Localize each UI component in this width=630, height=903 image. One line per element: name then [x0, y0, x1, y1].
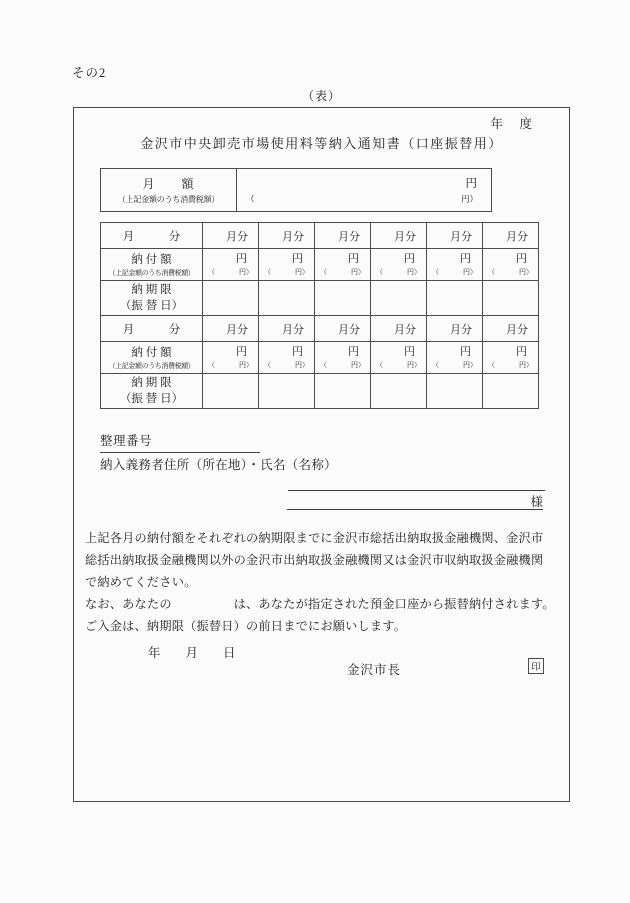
paren-close-unit: 円）	[239, 361, 253, 369]
monthly-amount-table	[100, 168, 492, 212]
deadline-cell	[371, 281, 427, 316]
deadline-cell	[203, 281, 259, 316]
paren-open: （	[432, 361, 439, 369]
transfer-date-label: （振 替 日）	[119, 393, 184, 405]
tax-row	[371, 359, 426, 370]
paren-close-unit: 円）	[239, 268, 253, 276]
payment-cell	[483, 342, 539, 374]
notes-paragraph	[85, 527, 563, 637]
schedule-block-1	[101, 223, 539, 316]
notes-line: ご入金は、納期限（振替日）の前日までにお願いします。	[85, 619, 407, 633]
payment-cell	[371, 342, 427, 374]
paren-open: （	[320, 361, 327, 369]
paren-close-unit: 円）	[407, 361, 421, 369]
reference-number-row	[100, 431, 260, 453]
deadline-row-label-cell	[101, 281, 203, 316]
monthly-tax-row	[237, 191, 491, 205]
paren-open: （	[488, 268, 495, 276]
deadline-cell	[483, 281, 539, 316]
paren-open: （	[320, 268, 327, 276]
payment-cell	[259, 249, 315, 281]
month-cell: 月分	[203, 316, 259, 342]
payment-row-label-cell	[101, 342, 203, 374]
deadline-cell	[315, 374, 371, 409]
yen-unit: 円	[460, 253, 471, 265]
month-cell: 月分	[315, 223, 371, 249]
payment-label: 納 付 額	[131, 254, 172, 266]
payment-cell	[427, 249, 483, 281]
tax-row	[315, 266, 370, 277]
paren-close-unit: 円）	[351, 268, 365, 276]
payment-cell	[371, 249, 427, 281]
mayor-label: 金沢市長	[347, 663, 402, 677]
notes-line: で納めてください。	[85, 575, 197, 589]
month-header-row	[101, 223, 539, 249]
payment-label: 納 付 額	[131, 347, 172, 359]
month-cell: 月分	[259, 223, 315, 249]
issue-date-line: 年 月 日	[148, 646, 236, 660]
paren-open: （	[264, 361, 271, 369]
payment-sublabel: （上記金額のうち消費税額）	[108, 362, 195, 370]
yen-unit: 円	[348, 346, 359, 358]
notes-line: 上記各月の納付額をそれぞれの納期限までに金沢市総括出納取扱金融機関、金沢市	[85, 531, 544, 545]
deadline-cell	[203, 374, 259, 409]
payment-cell	[315, 342, 371, 374]
paren-open: （	[208, 268, 215, 276]
paren-close-unit: 円）	[407, 268, 421, 276]
monthly-amount-label: 月 額	[142, 177, 195, 191]
month-cell: 月分	[371, 316, 427, 342]
deadline-label: 納 期 限	[131, 284, 172, 296]
deadline-cell	[483, 374, 539, 409]
deadline-cell	[315, 281, 371, 316]
notes-line: なお、あなたの は、あなたが指定された預金口座から振替納付されます。	[85, 597, 555, 611]
paren-close-unit: 円）	[519, 361, 533, 369]
yen-unit: 円	[404, 346, 415, 358]
paren-close-unit: 円）	[460, 194, 478, 204]
yen-unit: 円	[516, 346, 527, 358]
deadline-label: 納 期 限	[131, 377, 172, 389]
deadline-cell	[259, 374, 315, 409]
payment-amount-row	[101, 249, 539, 281]
deadline-row	[101, 281, 539, 316]
schedule-block-2	[101, 316, 539, 409]
deadline-cell	[259, 281, 315, 316]
month-cell: 月分	[427, 223, 483, 249]
tax-row	[483, 359, 538, 370]
yen-unit: 円	[292, 346, 303, 358]
honorific-label: 様	[530, 495, 543, 509]
payment-sublabel: （上記金額のうち消費税額）	[108, 269, 195, 277]
tax-row	[259, 359, 314, 370]
yen-unit: 円	[460, 346, 471, 358]
payment-row-label-cell	[101, 249, 203, 281]
deadline-cell	[427, 281, 483, 316]
deadline-cell	[427, 374, 483, 409]
payment-cell	[315, 249, 371, 281]
tax-row	[203, 359, 258, 370]
tax-row	[483, 266, 538, 277]
monthly-amount-value-cell	[237, 169, 492, 212]
month-cell: 月分	[483, 223, 539, 249]
month-header-row	[101, 316, 539, 342]
month-cell: 月分	[427, 316, 483, 342]
yen-unit: 円	[236, 346, 247, 358]
yen-unit: 円	[516, 253, 527, 265]
payment-cell	[203, 342, 259, 374]
payer-name-label: 納入義務者住所（所在地）・氏名（名称）	[100, 458, 337, 472]
corner-label: その2	[72, 66, 107, 80]
month-row-label: 月 分	[101, 316, 203, 342]
paren-open: （	[246, 194, 255, 204]
payment-cell	[427, 342, 483, 374]
deadline-cell	[371, 374, 427, 409]
paren-close-unit: 円）	[295, 268, 309, 276]
deadline-row-label-cell	[101, 374, 203, 409]
month-cell: 月分	[259, 316, 315, 342]
tax-row	[315, 359, 370, 370]
monthly-amount-unit: 円	[465, 178, 477, 190]
monthly-amount-label-cell	[101, 169, 237, 212]
month-cell: 月分	[371, 223, 427, 249]
seal-placeholder	[528, 658, 544, 674]
tax-row	[427, 359, 482, 370]
deadline-row	[101, 374, 539, 409]
yen-unit: 円	[236, 253, 247, 265]
month-cell: 月分	[203, 223, 259, 249]
payment-schedule-table	[100, 222, 539, 409]
paren-close-unit: 円）	[295, 361, 309, 369]
seal-character: 印	[531, 663, 541, 673]
month-row-label: 月 分	[101, 223, 203, 249]
tax-row	[203, 266, 258, 277]
yen-unit: 円	[292, 253, 303, 265]
paren-close-unit: 円）	[519, 268, 533, 276]
paren-open: （	[376, 361, 383, 369]
paren-open: （	[488, 361, 495, 369]
document-title: 金沢市中央卸売市場使用料等納入通知書（口座振替用）	[140, 136, 503, 151]
monthly-amount-sublabel: （上記金額のうち消費税額）	[117, 195, 220, 204]
transfer-date-label: （振 替 日）	[119, 300, 184, 312]
fiscal-year-label: 年 度	[490, 117, 534, 131]
month-cell: 月分	[483, 316, 539, 342]
paren-open: （	[208, 361, 215, 369]
side-label: （表）	[301, 89, 341, 103]
month-cell: 月分	[315, 316, 371, 342]
paren-open: （	[376, 268, 383, 276]
payer-name-line	[287, 492, 543, 510]
payment-cell	[483, 249, 539, 281]
yen-unit: 円	[404, 253, 415, 265]
paren-close-unit: 円）	[351, 361, 365, 369]
payer-address-line	[288, 476, 545, 491]
payment-amount-row	[101, 342, 539, 374]
paren-close-unit: 円）	[463, 361, 477, 369]
payment-cell	[203, 249, 259, 281]
payment-cell	[259, 342, 315, 374]
tax-row	[371, 266, 426, 277]
yen-unit: 円	[348, 253, 359, 265]
notes-line: 総括出納取扱金融機関以外の金沢市出納取扱金融機関又は金沢市収納取扱金融機関	[85, 553, 544, 567]
paren-open: （	[264, 268, 271, 276]
paren-close-unit: 円）	[463, 268, 477, 276]
tax-row	[427, 266, 482, 277]
paren-open: （	[432, 268, 439, 276]
tax-row	[259, 266, 314, 277]
reference-number-label: 整理番号	[100, 431, 260, 453]
form-border-box	[73, 107, 570, 802]
